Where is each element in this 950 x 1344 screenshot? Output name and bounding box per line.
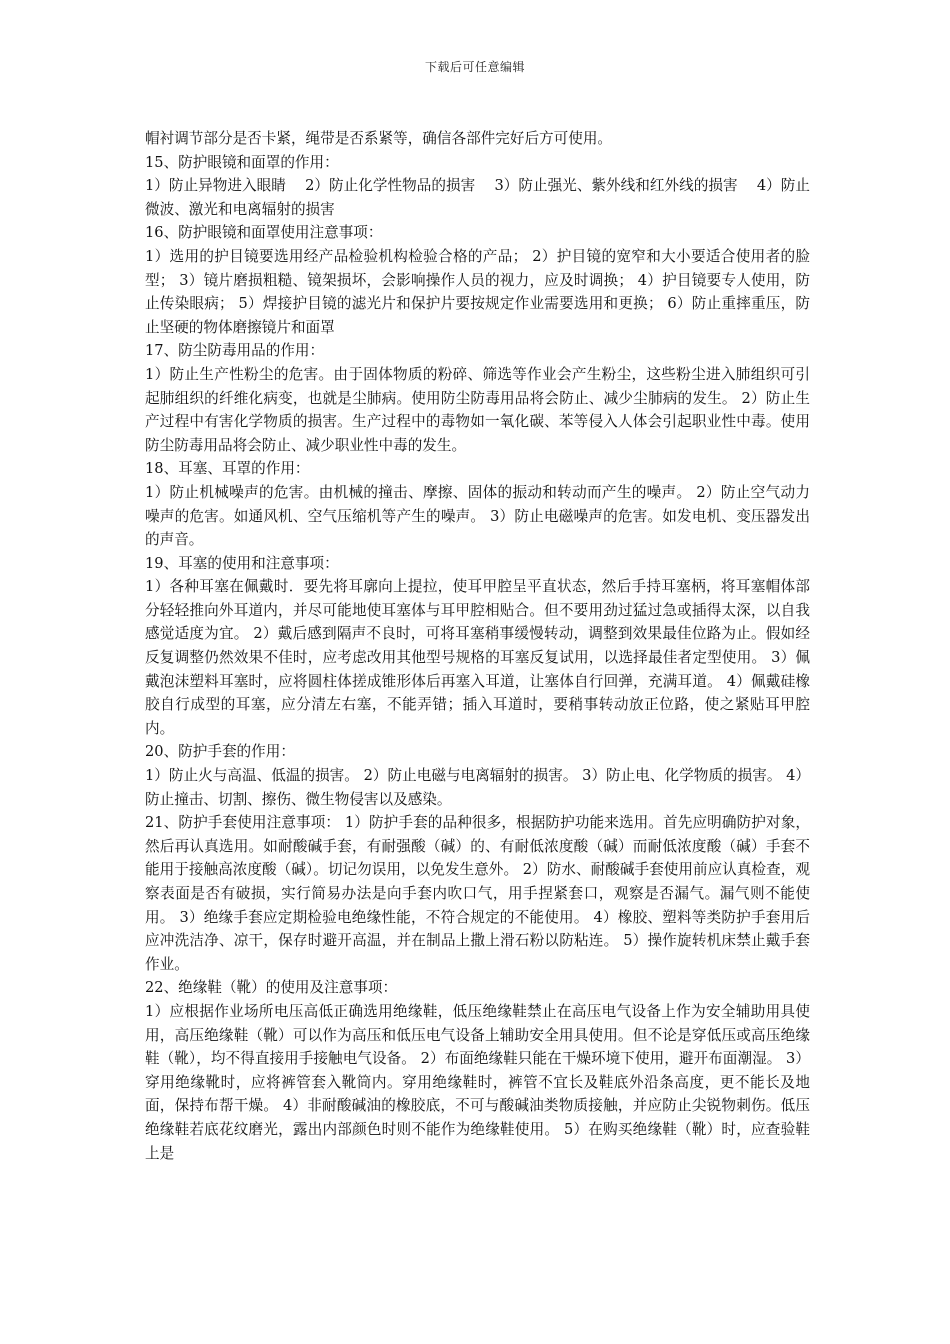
heading-17: 17、防尘防毒用品的作用：	[145, 342, 325, 360]
paragraph-21: 21、防护手套使用注意事项： 1）防护手套的品种很多，根据防护功能来选用。首先应明确防护对象，然后再认真选用。如耐酸碱手套，有耐强酸（碱）的、有耐低浓度酸（碱）而耐低浓度酸（碱）手套不能用于接触高浓度酸（碱）。切记勿误用，以免发生意外。 2）防水、耐酸碱手套使用前应认真检查，观察表面是否有破损，实行简易办法是向手套内吹口气，用手捏紧套口，观察是否漏气。漏气则不能使用。 3）绝缘手套应定期检验电绝缘性能，不符合规定的不能使用。 4）橡胶、塑料等类防护手套用后应冲洗洁净、凉干，保存时避开高温，并在制品上撒上滑石粉以防粘连。 5）操作旋转机床禁止戴手套作业。	[145, 814, 810, 973]
heading-18: 18、耳塞、耳罩的作用：	[145, 460, 310, 478]
paragraph-18: 1）防止机械噪声的危害。由机械的撞击、摩擦、固体的振动和转动而产生的噪声。 2）防止空气动力噪声的危害。如通风机、空气压缩机等产生的噪声。 3）防止电磁噪声的危害。如发电机、变压器发出的声音。	[145, 483, 810, 549]
heading-19: 19、耳塞的使用和注意事项：	[145, 554, 339, 572]
paragraph-16: 1）选用的护目镜要选用经产品检验机构检验合格的产品； 2）护目镜的宽窄和大小要适合使用者的脸型； 3）镜片磨损粗糙、镜架损坏，会影响操作人员的视力，应及时调换； 4）护目镜要专人使用，防止传染眼病； 5）焊接护目镜的滤光片和保护片要按规定作业需要选用和更换； 6）防止重摔重压，防止坚硬的物体磨擦镜片和面罩	[145, 247, 810, 336]
heading-20: 20、防护手套的作用：	[145, 743, 295, 761]
paragraph-17: 1）防止生产性粉尘的危害。由于固体物质的粉碎、筛选等作业会产生粉尘，这些粉尘进入肺组织可引起肺组织的纤维化病变，也就是尘肺病。使用防尘防毒用品将会防止、减少尘肺病的发生。 2）防止生产过程中有害化学物质的损害。生产过程中的毒物如一氧化碳、苯等侵入人体会引起职业性中毒。使用防尘防毒用品将会防止、减少职业性中毒的发生。	[145, 365, 810, 454]
paragraph-22: 1）应根据作业场所电压高低正确选用绝缘鞋，低压绝缘鞋禁止在高压电气设备上作为安全辅助用具使用，高压绝缘鞋（靴）可以作为高压和低压电气设备上辅助安全用具使用。但不论是穿低压或高压绝缘鞋（靴），均不得直接用手接触电气设备。 2）布面绝缘鞋只能在干燥环境下使用，避开布面潮湿。 3）穿用绝缘靴时，应将裤管套入靴筒内。穿用绝缘鞋时，裤管不宜长及鞋底外沿条高度，更不能长及地面，保持布帮干燥。 4）非耐酸碱油的橡胶底，不可与酸碱油类物质接触，并应防止尖锐物刺伤。低压绝缘鞋若底花纹磨光，露出内部颜色时则不能作为绝缘鞋使用。 5）在购买绝缘鞋（靴）时，应查验鞋上是	[145, 1002, 810, 1162]
paragraph-20: 1）防止火与高温、低温的损害。 2）防止电磁与电离辐射的损害。 3）防止电、化学物质的损害。 4）防止撞击、切割、擦伤、微生物侵害以及感染。	[145, 767, 810, 808]
paragraph-19: 1）各种耳塞在佩戴时．要先将耳廓向上提拉，使耳甲腔呈平直状态，然后手持耳塞柄，将耳塞帽体部分轻轻推向外耳道内，并尽可能地使耳塞体与耳甲腔相贴合。但不要用劲过猛过急或插得太深，以自我感觉适度为宜。 2）戴后感到隔声不良时，可将耳塞稍事缓慢转动，调整到效果最佳位路为止。假如经反复调整仍然效果不佳时，应考虑改用其他型号规格的耳塞反复试用，以选择最佳者定型使用。 3）佩戴泡沫塑料耳塞时，应将圆柱体搓成锥形体后再塞入耳道，让塞体自行回弹，充满耳道。 4）佩戴硅橡胶自行成型的耳塞，应分清左右塞，不能弄错；插入耳道时，要稍事转动放正位路，使之紧贴耳甲腔内。	[145, 578, 810, 737]
heading-15: 15、防护眼镜和面罩的作用：	[145, 153, 339, 171]
paragraph-intro: 帽衬调节部分是否卡紧，绳带是否系紧等，确信各部件完好后方可使用。	[145, 130, 613, 147]
document-body	[145, 127, 810, 1165]
heading-16: 16、防护眼镜和面罩使用注意事项：	[145, 224, 383, 242]
paragraph-15: 1）防止异物进入眼睛 2）防止化学性物品的损害 3）防止强光、紫外线和红外线的损害 4）防止微波、激光和电离辐射的损害	[145, 177, 810, 218]
heading-22: 22、绝缘鞋（靴）的使用及注意事项：	[145, 979, 398, 997]
page-header: 下载后可任意编辑	[424, 60, 525, 74]
